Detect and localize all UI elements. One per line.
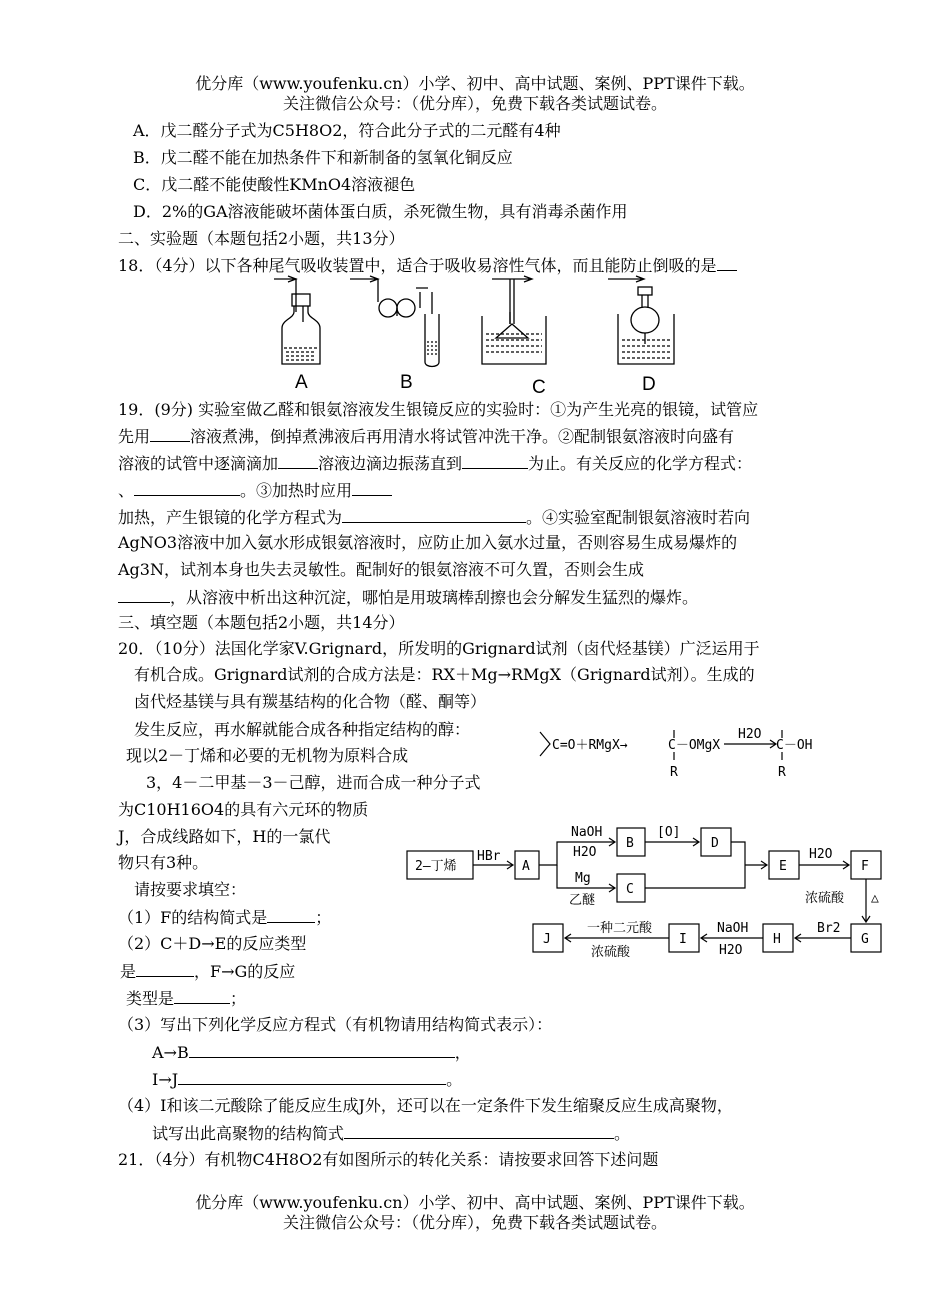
q20-line-7: 为C10H16O4的具有六元环的物质: [118, 800, 369, 819]
footer-line-2: 关注微信公众号：（优分库），免费下载各类试题试卷。: [282, 1213, 667, 1232]
scheme-acid: 一种二元酸: [587, 921, 653, 936]
q19-text: 、: [118, 481, 135, 500]
q17-option-a: A．戊二醛分子式为C5H8O2，符合此分子式的二元醛有4种: [133, 121, 561, 140]
scheme-ether: 乙醚: [569, 893, 596, 908]
section-3-title: 三、填空题（本题包括2小题，共14分）: [118, 613, 405, 632]
q19-line-8: [118, 586, 698, 609]
q20-text: 类型是: [126, 989, 175, 1008]
grignard-r-2: R: [778, 765, 786, 780]
q20-text: I→J: [152, 1070, 179, 1089]
section-2-title: 二、实验题（本题包括2小题，共13分）: [118, 229, 405, 248]
q18-apparatus-figure: [270, 272, 690, 397]
q20-line-16: A→B ，: [152, 1043, 471, 1062]
apparatus-label-c: C: [532, 377, 546, 398]
grignard-reactants: C=O＋RMgX→: [552, 738, 628, 753]
q20-line-2: 有机合成。Grignard试剂的合成方法是：RX＋Mg→RMgX（Grignard试剂）。生成的: [134, 665, 755, 684]
q17-option-d: D．2%的GA溶液能破坏菌体蛋白质，杀死微生物，具有消毒杀菌作用: [133, 202, 628, 221]
q19-text: 溶液煮沸，倒掉煮沸液后再用清水将试管冲洗干净。②配制银氨溶液时向盛有: [190, 427, 735, 446]
header-line-1: 优分库（www.youfenku.cn）小学、初中、高中试题、案例、PPT课件下载。: [195, 74, 755, 93]
scheme-h: H: [773, 932, 781, 947]
q20-blank-type-1[interactable]: [136, 960, 194, 977]
q20-line-1: 20．（10分）法国化学家V.Grignard，所发明的Grignard试剂（卤代烃基镁）广泛运用于: [118, 639, 760, 658]
scheme-br2: Br2: [817, 921, 841, 936]
q19-text: 溶液的试管中逐滴滴加: [118, 454, 279, 473]
q20-line-14: 类型是 ；: [126, 989, 247, 1008]
scheme-oxidation: [O]: [657, 825, 681, 840]
footer-line-1: 优分库（www.youfenku.cn）小学、初中、高中试题、案例、PPT课件下载。: [195, 1193, 755, 1212]
apparatus-label-d: D: [642, 374, 656, 395]
grignard-intermediate: C－OMgX: [668, 738, 721, 753]
scheme-a: A: [522, 859, 530, 874]
q19-blank-5[interactable]: [352, 479, 392, 496]
q19-blank-3[interactable]: [462, 452, 528, 469]
scheme-h2o-3: H2O: [719, 943, 743, 958]
header-line-2: 关注微信公众号：（优分库），免费下载各类试题试卷。: [282, 94, 667, 113]
scheme-g: G: [861, 932, 869, 947]
q20-line-4: 发生反应，再水解就能合成各种指定结构的醇：: [134, 720, 471, 739]
scheme-d: D: [711, 836, 719, 851]
grignard-h2o: H2O: [738, 727, 762, 742]
apparatus-label-b: B: [400, 372, 413, 393]
q20-blank-ij[interactable]: [178, 1068, 446, 1085]
q20-line-9: 物只有3种。: [118, 853, 209, 872]
q18-stem: 18．（4分）以下各种尾气吸收装置中，适合于吸收易溶性气体，而且能防止倒吸的是: [118, 256, 717, 275]
synthesis-scheme: [405, 818, 890, 968]
grignard-equation: [538, 722, 838, 784]
q20-line-15: （3）写出下列化学反应方程式（有机物请用结构简式表示）：: [118, 1015, 553, 1034]
scheme-h2o-2: H2O: [809, 847, 833, 862]
q20-blank-polymer[interactable]: [344, 1122, 614, 1139]
q20-text: （1）F的结构简式是: [118, 908, 268, 927]
q19-line-4: [118, 479, 392, 502]
q20-line-18: （4）I和该二元酸除了能反应生成J外，还可以在一定条件下发生缩聚反应生成高聚物，: [118, 1096, 733, 1115]
scheme-naoh-1: NaOH: [571, 825, 603, 840]
scheme-f: F: [861, 859, 869, 874]
q20-line-13: [120, 960, 295, 983]
q19-line-5: [118, 506, 750, 529]
q18-answer-blank[interactable]: [717, 254, 737, 271]
q20-line-12: （2）C＋D→E的反应类型: [118, 934, 307, 953]
q19-text: 为止。有关反应的化学方程式：: [528, 454, 753, 473]
scheme-mg: Mg: [575, 871, 591, 886]
q19-line-3: [118, 452, 752, 475]
q19-blank-7[interactable]: [118, 586, 170, 603]
q19-line-1: 19．(9分) 实验室做乙醛和银氨溶液发生银镜反应的实验时：①为产生光亮的银镜，试管应: [118, 400, 759, 419]
q20-line-6: 3，4－二甲基－3－己醇，进而合成一种分子式: [146, 773, 481, 792]
apparatus-c: [482, 276, 546, 364]
q20-blank-f[interactable]: [267, 906, 315, 923]
q19-text: ，从溶液中析出这种沉淀，哪怕是用玻璃棒刮擦也会分解发生猛烈的爆炸。: [170, 588, 699, 607]
q21-text: 21．（4分）有机物C4H8O2有如图所示的转化关系：请按要求回答下述问题: [118, 1150, 659, 1169]
q20-blank-type-2[interactable]: [174, 987, 230, 1004]
scheme-hbr: HBr: [477, 849, 501, 864]
apparatus-a: [274, 276, 320, 364]
q19-blank-1[interactable]: [150, 425, 190, 442]
q20-line-8: J，合成线路如下，H的一氯代: [118, 827, 331, 846]
q20-text: 试写出此高聚物的结构简式: [152, 1124, 345, 1143]
q20-text: A→B: [152, 1043, 189, 1062]
scheme-conc-2: 浓硫酸: [591, 945, 631, 960]
q19-line-6: AgNO3溶液中加入氨水形成银氨溶液时，应防止加入氨水过量，否则容易生成易爆炸的: [118, 533, 738, 552]
scheme-naoh-2: NaOH: [717, 921, 749, 936]
q20-line-17: I→J 。: [152, 1070, 463, 1089]
q19-line-2: [118, 425, 734, 448]
q19-line-7: Ag3N，试剂本身也失去灵敏性。配制好的银氨溶液不可久置，否则会生成: [118, 560, 644, 579]
grignard-r-1: R: [670, 765, 678, 780]
q19-text: 加热，产生银镜的化学方程式为: [118, 508, 343, 527]
q17-option-c: C．戊二醛不能使酸性KMnO4溶液褪色: [133, 175, 416, 194]
scheme-conc-1: 浓硫酸: [805, 891, 845, 906]
scheme-e: E: [779, 859, 787, 874]
q19-blank-6[interactable]: [342, 506, 526, 523]
grignard-product: C－OH: [776, 738, 813, 753]
scheme-heat: △: [871, 891, 879, 906]
scheme-j: J: [543, 932, 551, 947]
q19-blank-4[interactable]: [134, 479, 240, 496]
q19-blank-2[interactable]: [278, 452, 318, 469]
q20-text: ，F→G的反应: [194, 962, 296, 981]
q19-text: 先用: [118, 427, 151, 446]
scheme-h2o-1: H2O: [573, 845, 597, 860]
apparatus-b: [350, 276, 439, 367]
q20-blank-ab[interactable]: [189, 1041, 455, 1058]
q20-line-3: 卤代烃基镁与具有羰基结构的化合物（醛、酮等）: [134, 692, 487, 711]
q20-line-10: 请按要求填空：: [134, 880, 247, 899]
q20-line-5: 现以2－丁烯和必要的无机物为原料合成: [126, 746, 409, 765]
q20-text: 是: [120, 962, 137, 981]
scheme-i: I: [679, 932, 687, 947]
scheme-c: C: [626, 882, 634, 897]
q19-text: 溶液边滴边振荡直到: [318, 454, 463, 473]
scheme-start: 2—丁烯: [415, 859, 457, 874]
q20-line-19: 试写出此高聚物的结构简式 。: [152, 1124, 631, 1143]
apparatus-label-a: A: [295, 372, 308, 393]
q19-text: 。④实验室配制银氨溶液时若向: [526, 508, 751, 527]
q17-option-b: B．戊二醛不能在加热条件下和新制备的氢氧化铜反应: [133, 148, 513, 167]
q20-line-11: （1）F的结构简式是 ；: [118, 908, 332, 927]
scheme-b: B: [626, 836, 634, 851]
apparatus-d: [608, 276, 674, 364]
q19-text: 。③加热时应用: [240, 481, 353, 500]
